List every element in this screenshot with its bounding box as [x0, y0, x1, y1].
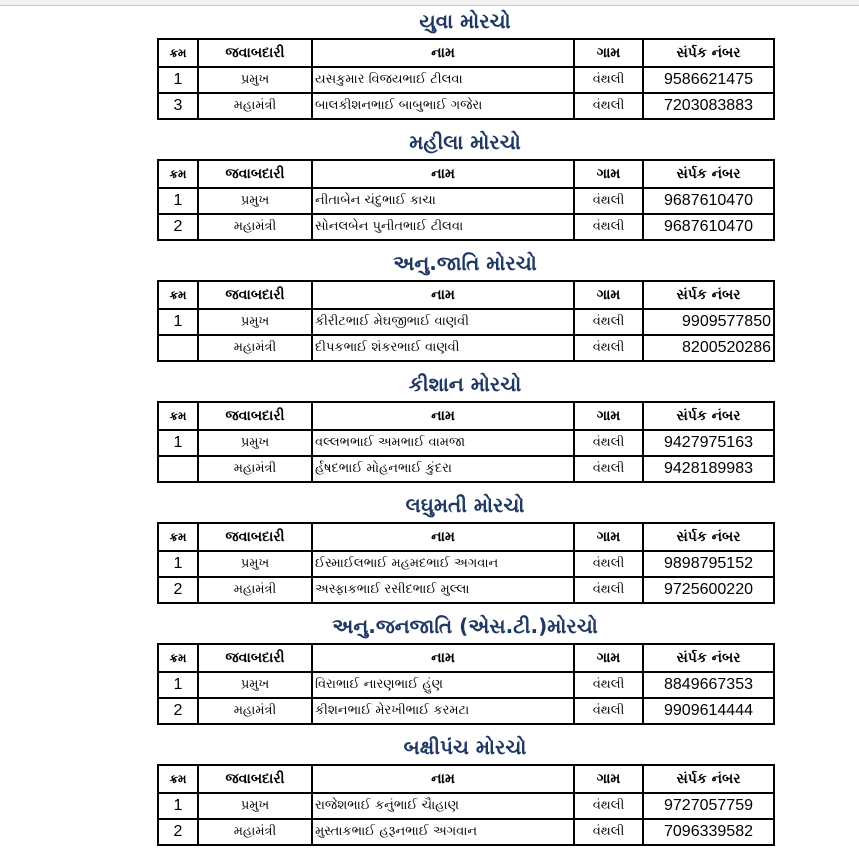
header-responsibility: જવાબદારી	[198, 523, 312, 551]
header-serial: ક્રમ	[158, 765, 198, 793]
morcha-table	[157, 280, 775, 362]
serial-cell	[158, 335, 198, 361]
table-row	[158, 672, 774, 698]
responsibility-cell: મહામંત્રી	[198, 214, 312, 240]
responsibility-cell: પ્રમુખ	[198, 430, 312, 456]
table-row	[158, 551, 774, 577]
contact-number-cell: 9909614444	[643, 698, 774, 724]
header-contact-number: સંર્પક નંબર	[643, 644, 774, 672]
contact-number-cell: 7096339582	[643, 819, 774, 845]
header-name: નામ	[312, 644, 574, 672]
section-title: બક્ષીપંચ મોરચો	[403, 735, 527, 759]
serial-cell: 2	[158, 819, 198, 845]
header-name: નામ	[312, 402, 574, 430]
table-row	[158, 93, 774, 119]
header-contact-number: સંર્પક નંબર	[643, 765, 774, 793]
responsibility-cell: મહામંત્રી	[198, 93, 312, 119]
morcha-table	[157, 643, 775, 725]
table-row	[158, 67, 774, 93]
table-row	[158, 819, 774, 845]
morcha-section	[157, 611, 773, 732]
contact-number-cell: 9725600220	[643, 577, 774, 603]
header-name: નામ	[312, 39, 574, 67]
header-village: ગામ	[574, 39, 643, 67]
responsibility-cell: પ્રમુખ	[198, 188, 312, 214]
header-responsibility: જવાબદારી	[198, 402, 312, 430]
responsibility-cell: મહામંત્રી	[198, 456, 312, 482]
contact-number-cell: 8849667353	[643, 672, 774, 698]
name-cell: અસ્ફાકભાઈ રસીદભાઈ મુલ્લા	[312, 577, 574, 603]
morcha-section	[157, 732, 773, 853]
header-serial: ક્રમ	[158, 644, 198, 672]
section-title: અનુ.જનજાતિ (એસ.ટી.)મોરચો	[332, 614, 598, 638]
responsibility-cell: પ્રમુખ	[198, 793, 312, 819]
serial-cell: 3	[158, 93, 198, 119]
serial-cell: 1	[158, 793, 198, 819]
responsibility-cell: પ્રમુખ	[198, 551, 312, 577]
morcha-section	[157, 127, 773, 248]
morcha-section	[157, 369, 773, 490]
section-title: યુવા મોરચો	[419, 9, 511, 33]
serial-cell	[158, 456, 198, 482]
section-title: મહીલા મોરચો	[409, 130, 521, 154]
morcha-table	[157, 401, 775, 483]
name-cell: નીતાબેન ચંદુભાઈ કાચા	[312, 188, 574, 214]
village-cell: વંથલી	[574, 309, 643, 335]
village-cell: વંથલી	[574, 698, 643, 724]
header-responsibility: જવાબદારી	[198, 281, 312, 309]
table-header-row	[158, 160, 774, 188]
morcha-section	[157, 490, 773, 611]
table-row	[158, 335, 774, 361]
village-cell: વંથલી	[574, 551, 643, 577]
table-row	[158, 577, 774, 603]
village-cell: વંથલી	[574, 456, 643, 482]
header-contact-number: સંર્પક નંબર	[643, 402, 774, 430]
header-contact-number: સંર્પક નંબર	[643, 39, 774, 67]
document-page	[157, 6, 773, 853]
header-village: ગામ	[574, 765, 643, 793]
morcha-table	[157, 38, 775, 120]
header-village: ગામ	[574, 644, 643, 672]
name-cell: વિરાભાઈ નારણભાઈ હુંણ	[312, 672, 574, 698]
table-row	[158, 188, 774, 214]
responsibility-cell: મહામંત્રી	[198, 335, 312, 361]
contact-number-cell: 9687610470	[643, 188, 774, 214]
header-name: નામ	[312, 765, 574, 793]
contact-number-cell: 9427975163	[643, 430, 774, 456]
village-cell: વંથલી	[574, 188, 643, 214]
village-cell: વંથલી	[574, 67, 643, 93]
name-cell: દીપકભાઈ શંકરભાઈ વાણવી	[312, 335, 574, 361]
morcha-table	[157, 159, 775, 241]
header-responsibility: જવાબદારી	[198, 644, 312, 672]
village-cell: વંથલી	[574, 430, 643, 456]
village-cell: વંથલી	[574, 577, 643, 603]
section-title: લઘુમતી મોરચો	[405, 493, 525, 517]
table-row	[158, 793, 774, 819]
serial-cell: 1	[158, 672, 198, 698]
header-village: ગામ	[574, 281, 643, 309]
morcha-table	[157, 764, 775, 846]
serial-cell: 1	[158, 67, 198, 93]
responsibility-cell: પ્રમુખ	[198, 672, 312, 698]
header-responsibility: જવાબદારી	[198, 765, 312, 793]
morcha-section	[157, 6, 773, 127]
serial-cell: 2	[158, 698, 198, 724]
village-cell: વંથલી	[574, 793, 643, 819]
header-responsibility: જવાબદારી	[198, 39, 312, 67]
header-contact-number: સંર્પક નંબર	[643, 281, 774, 309]
serial-cell: 1	[158, 309, 198, 335]
serial-cell: 2	[158, 214, 198, 240]
morcha-section	[157, 248, 773, 369]
name-cell: ર્હષદભાઈ મોહનભાઈ કુંદરા	[312, 456, 574, 482]
responsibility-cell: પ્રમુખ	[198, 67, 312, 93]
contact-number-cell: 9687610470	[643, 214, 774, 240]
serial-cell: 1	[158, 430, 198, 456]
header-village: ગામ	[574, 402, 643, 430]
responsibility-cell: મહામંત્રી	[198, 698, 312, 724]
table-header-row	[158, 281, 774, 309]
header-serial: ક્રમ	[158, 523, 198, 551]
name-cell: સોનલબેન પુનીતભાઈ ટીલવા	[312, 214, 574, 240]
name-cell: બાલકીશનભાઈ બાબુભાઈ ગજેરા	[312, 93, 574, 119]
village-cell: વંથલી	[574, 214, 643, 240]
header-village: ગામ	[574, 160, 643, 188]
table-header-row	[158, 765, 774, 793]
table-row	[158, 214, 774, 240]
section-title: અનુ.જાતિ મોરચો	[393, 251, 537, 275]
name-cell: કીશનભાઈ મેરખીભાઈ કરમટા	[312, 698, 574, 724]
table-row	[158, 309, 774, 335]
header-contact-number: સંર્પક નંબર	[643, 523, 774, 551]
responsibility-cell: મહામંત્રી	[198, 577, 312, 603]
contact-number-cell: 9586621475	[643, 67, 774, 93]
morcha-table	[157, 522, 775, 604]
header-serial: ક્રમ	[158, 160, 198, 188]
header-serial: ક્રમ	[158, 402, 198, 430]
contact-number-cell: 9428189983	[643, 456, 774, 482]
village-cell: વંથલી	[574, 335, 643, 361]
table-header-row	[158, 523, 774, 551]
table-row	[158, 456, 774, 482]
section-title: કીશાન મોરચો	[408, 372, 522, 396]
serial-cell: 1	[158, 188, 198, 214]
contact-number-cell: 9898795152	[643, 551, 774, 577]
name-cell: યસકુમાર વિજયભાઈ ટીલવા	[312, 67, 574, 93]
header-serial: ક્રમ	[158, 281, 198, 309]
name-cell: ઈસ્માઈલભાઈ મહમદભાઈ અગવાન	[312, 551, 574, 577]
responsibility-cell: મહામંત્રી	[198, 819, 312, 845]
header-name: નામ	[312, 160, 574, 188]
serial-cell: 2	[158, 577, 198, 603]
responsibility-cell: પ્રમુખ	[198, 309, 312, 335]
table-header-row	[158, 402, 774, 430]
table-header-row	[158, 39, 774, 67]
village-cell: વંથલી	[574, 93, 643, 119]
header-name: નામ	[312, 523, 574, 551]
header-responsibility: જવાબદારી	[198, 160, 312, 188]
name-cell: મુસ્તાકભાઈ હરૂનભાઈ અગવાન	[312, 819, 574, 845]
table-header-row	[158, 644, 774, 672]
serial-cell: 1	[158, 551, 198, 577]
name-cell: રાજેશભાઈ કનુંભાઈ ચૈાહાણ	[312, 793, 574, 819]
header-contact-number: સંર્પક નંબર	[643, 160, 774, 188]
table-row	[158, 430, 774, 456]
contact-number-cell: 7203083883	[643, 93, 774, 119]
name-cell: વલ્લભભાઈ અમભાઈ વામજા	[312, 430, 574, 456]
name-cell: કીરીટભાઈ મેઘજીભાઈ વાણવી	[312, 309, 574, 335]
contact-number-cell: 8200520286	[643, 335, 774, 361]
header-village: ગામ	[574, 523, 643, 551]
contact-number-cell: 9909577850	[643, 309, 774, 335]
header-name: નામ	[312, 281, 574, 309]
contact-number-cell: 9727057759	[643, 793, 774, 819]
table-row	[158, 698, 774, 724]
header-serial: ક્રમ	[158, 39, 198, 67]
village-cell: વંથલી	[574, 672, 643, 698]
village-cell: વંથલી	[574, 819, 643, 845]
